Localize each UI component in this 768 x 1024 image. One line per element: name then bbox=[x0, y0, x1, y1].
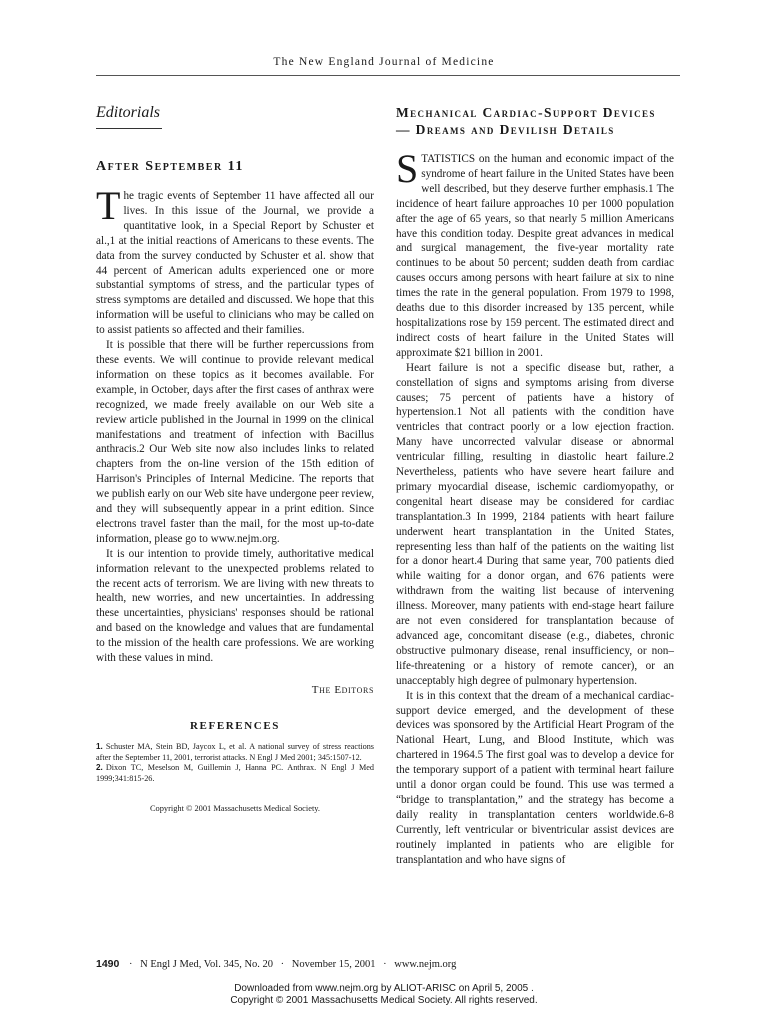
page-number: 1490 bbox=[96, 958, 120, 970]
section-label: Editorials bbox=[96, 104, 161, 121]
reference-text: Schuster MA, Stein BD, Jaycox L, et al. A national survey of stress reactions after the September 11, 2001, terrorist attacks. N Engl J Med 2001; 345:1507-12. bbox=[96, 742, 374, 762]
running-head: The New England Journal of Medicine bbox=[273, 56, 495, 68]
paragraph-3: It is our intention to provide timely, authoritative medical information relevant to the unexpected problems related to the recent acts of terrorism. We are living with new threats to health, new worries, and new uncertainties. In addressing these uncertainties, physicians' responses should be rational and based on the knowledge and values that are fundamental to the mission of the health care professions. We are working with these values in mind. bbox=[96, 547, 374, 665]
issue-date: November 15, 2001 bbox=[291, 959, 376, 970]
reference-number: 2. bbox=[96, 763, 103, 773]
editorial-body bbox=[96, 183, 374, 666]
paragraph-1 bbox=[96, 183, 374, 338]
paragraph-1 bbox=[396, 146, 674, 361]
drop-cap: T bbox=[96, 183, 121, 228]
drop-cap: S bbox=[396, 146, 419, 191]
references-list bbox=[96, 742, 374, 784]
rights-line: Copyright © 2001 Massachusetts Medical Society. All rights reserved. bbox=[230, 994, 538, 1006]
page-footer bbox=[96, 958, 456, 970]
references-heading: REFERENCES bbox=[190, 720, 280, 732]
header-rule bbox=[96, 75, 680, 76]
editorial-signature: The Editors bbox=[311, 684, 374, 696]
section-rule bbox=[96, 128, 162, 129]
separator-dot: · bbox=[128, 959, 133, 970]
reference-item bbox=[96, 763, 374, 784]
paragraph-text: TATISTICS on the human and economic impact of the syndrome of heart failure in the United States have been well described, but they deserve further emphasis.1 The incidence of heart failure approaches 10 per 1000 population after the age of 65 years, so that nearly 5 million Americans have this condition today. Despite great advances in medical and surgical management, the five-year mortality rate continues to be about 50 percent; sudden death from cardiac causes occurs among persons with heart failure at six to nine times the rate in the general population. From 1979 to 1998, deaths due to this disorder increased by 135 percent, while hospitalizations rose by 159 percent. The estimated direct and indirect costs of heart failure in the United States will approximate $21 billion in 2001. bbox=[396, 153, 674, 359]
journal-citation: N Engl J Med, Vol. 345, No. 20 bbox=[140, 959, 274, 970]
society-copyright: Copyright © 2001 Massachusetts Medical Society. bbox=[149, 804, 321, 814]
separator-dot: · bbox=[280, 959, 285, 970]
separator-dot: · bbox=[383, 959, 387, 970]
download-line: Downloaded from www.nejm.org by ALIOT-ARISC on April 5, 2005 . bbox=[234, 983, 534, 994]
paragraph-text: he tragic events of September 11 have affected all our lives. In this issue of the Journal, we provide a quantitative look, in a Special Report by Schuster et al.,1 at the initial reactions of Americans to these events. The data from the survey conducted by Schuster et al. show that 44 percent of American adults experienced one or more substantial symptoms of stress, and the particular types of stress symptoms are detailed and discussed. We hope that this information will be useful to clinicians who may be called on to assist patients so affected and their families. bbox=[96, 190, 374, 337]
paragraph-2: It is possible that there will be further repercussions from these events. We will continue to provide relevant medical information on these topics as it becomes available. For example, in October, days after the first cases of anthrax were recognized, we made freely available on our Web site a review article published in the Journal in 1999 on the clinical manifestations and treatment of infection with Bacillus anthracis.2 Our Web site now also includes links to related chapters from the on-line version of the 15th edition of Harrison's Principles of Internal Medicine. The reports that we publish early on our Web site have undergone peer review, and they will subsequently appear in a print edition. Since electrons travel faster than the mail, for the most up-to-date information, please go to www.nejm.org. bbox=[96, 339, 374, 545]
download-notice bbox=[0, 983, 768, 1006]
article-title: Mechanical Cardiac-Support Devices — Dreams and Devilish Details bbox=[396, 105, 656, 137]
paragraph-3: It is in this context that the dream of a mechanical cardiac-support device emerged, and the development of these devices was sponsored by the Artificial Heart Program of the National Heart, Lung, and Blood Institute, which was chartered in 1964.5 The first goal was to develop a device for the temporary support of a patient with terminal heart failure until a donor organ could be found. This use was termed a “bridge to transplantation,” and the strategy has become a daily reality in transplantation centers worldwide.6-8 Currently, left ventricular or biventricular assist devices are routinely implanted in patients who are eligible for transplantation and who have signs of bbox=[396, 689, 674, 866]
right-column bbox=[396, 104, 674, 868]
paragraph-2: Heart failure is not a specific disease but, rather, a constellation of signs and symptoms arising from diverse causes; 75 percent of patients have a history of hypertension.1 Not all patients with the condition have ventricles that contract poorly or a low ejection fraction. Many have uncorrected valvular disease or abnormal ventricular filling, resulting in diastolic heart failure.2 Nevertheless, patients who have severe heart failure and primary myocardial disease, ischemic cardiomyopathy, or congenital heart disease may be considered for cardiac transplantation.3 In 1999, 2184 patients with heart failure underwent heart transplantation in the United States, representing less than half of the patients on the waiting list for a donor heart.4 During that same year, 700 patients died while waiting for a donor organ, and 676 patients were withdrawn from the waiting list because of intervening illness. Moreover, many patients with end-stage heart failure are not even considered for transplantation because of advanced age, concomitant disease (e.g., diabetes, chronic obstructive pulmonary disease, renal insufficiency, or non–life-threatening or a history of remote cancer), or an unacceptably high degree of pulmonary hypertension. bbox=[396, 361, 674, 687]
left-column bbox=[96, 104, 374, 813]
reference-item bbox=[96, 742, 374, 763]
article-body bbox=[396, 146, 674, 868]
reference-text: Dixon TC, Meselson M, Guillemin J, Hanna PC. Anthrax. N Engl J Med 1999;341:815-26. bbox=[96, 763, 374, 783]
website-link[interactable]: www.nejm.org bbox=[394, 959, 457, 970]
reference-number: 1. bbox=[96, 742, 103, 751]
editorial-title: After September 11 bbox=[96, 159, 244, 174]
